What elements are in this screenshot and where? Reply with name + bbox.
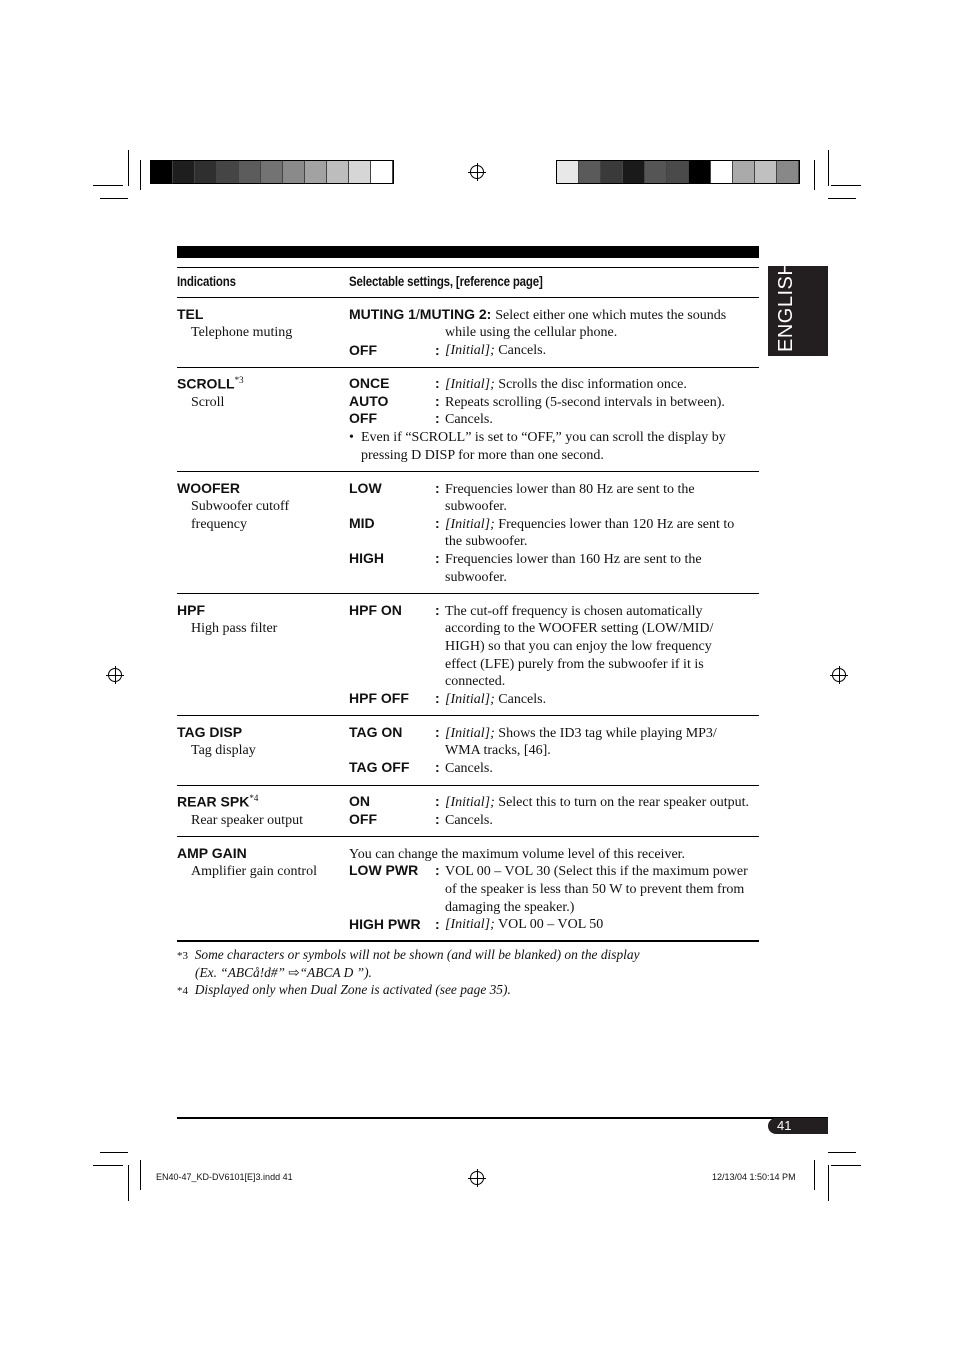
- color-swatch: [173, 161, 195, 183]
- color-swatch: [623, 161, 645, 183]
- colon: :: [435, 550, 440, 566]
- option-sep: /: [415, 306, 420, 322]
- colon: :: [435, 410, 440, 426]
- colon: :: [435, 793, 440, 809]
- option-desc: Cancels.: [445, 412, 493, 427]
- language-tab-label: ENGLISH: [775, 260, 797, 352]
- row-rule: [177, 471, 759, 472]
- indication-hpf: HPF: [177, 602, 205, 618]
- color-swatch: [689, 161, 711, 183]
- option-desc: according to the WOOFER setting (LOW/MID/: [445, 621, 714, 636]
- colon: :: [435, 811, 440, 827]
- indication-tag-disp: TAG DISP: [177, 724, 243, 740]
- option-desc: [445, 376, 687, 394]
- footnote-text: “ABCA D ”).: [299, 965, 372, 980]
- page-number: 41: [777, 1118, 792, 1133]
- color-swatch: [777, 161, 799, 183]
- color-swatch: [327, 161, 349, 183]
- option-hpf-off: HPF OFF: [349, 690, 409, 706]
- color-swatch: [645, 161, 667, 183]
- color-swatch: [733, 161, 755, 183]
- option-tag-on: TAG ON: [349, 724, 403, 740]
- indication-name: REAR SPK: [177, 793, 250, 810]
- option-off: OFF: [349, 811, 377, 827]
- note-text: Even if “SCROLL” is set to “OFF,” you can scroll the display by: [361, 430, 726, 445]
- option-desc: of the speaker is less than 50 W to prevent them from: [445, 882, 745, 897]
- option-desc-text: Scrolls the disc information once.: [498, 377, 687, 392]
- footnote: [195, 964, 372, 982]
- amp-gain-intro: You can change the maximum volume level of this receiver.: [349, 847, 686, 862]
- option-mid: MID: [349, 515, 375, 531]
- option-low-pwr: LOW PWR: [349, 862, 419, 878]
- option-desc: Repeats scrolling (5-second intervals in between).: [445, 395, 725, 410]
- option-desc: Cancels.: [445, 761, 493, 776]
- option-muting: [349, 306, 726, 324]
- option-desc-text: Frequencies lower than 120 Hz are sent to: [498, 517, 735, 532]
- option-off: OFF: [349, 410, 377, 426]
- initial-label: [Initial];: [445, 692, 495, 707]
- option-desc: [445, 342, 546, 360]
- color-swatch: [557, 161, 579, 183]
- top-rule: [177, 246, 759, 258]
- option-auto: AUTO: [349, 393, 389, 409]
- initial-label: [Initial];: [445, 517, 495, 532]
- colon: :: [435, 480, 440, 496]
- color-swatch: [371, 161, 393, 183]
- crop-mark: [100, 198, 128, 199]
- option-low: LOW: [349, 480, 382, 496]
- indication-hpf-desc: High pass filter: [191, 621, 278, 636]
- color-swatch: [711, 161, 733, 183]
- initial-label: [Initial];: [445, 377, 495, 392]
- option-desc: subwoofer.: [445, 570, 507, 585]
- option-desc: VOL 00 – VOL 30 (Select this if the maximum power: [445, 864, 748, 879]
- initial-label: [Initial];: [445, 917, 495, 932]
- crop-mark: [128, 150, 129, 186]
- row-rule: [177, 785, 759, 786]
- option-desc: while using the cellular phone.: [445, 325, 618, 340]
- option-label: MUTING 2:: [419, 306, 492, 322]
- option-desc: Frequencies lower than 80 Hz are sent to the: [445, 482, 695, 497]
- column-header-settings: Selectable settings, [reference page]: [349, 273, 543, 289]
- color-swatch: [667, 161, 689, 183]
- option-tag-off: TAG OFF: [349, 759, 410, 775]
- indication-rear-spk: [177, 793, 258, 810]
- option-desc-text: Cancels.: [498, 692, 547, 707]
- colon: :: [435, 916, 440, 932]
- registration-mark-icon: [470, 1171, 484, 1185]
- color-swatch: [261, 161, 283, 183]
- color-swatch: [579, 161, 601, 183]
- colon: :: [435, 759, 440, 775]
- footnote: [177, 981, 511, 1001]
- crop-mark: [828, 1165, 829, 1201]
- colon: :: [435, 342, 440, 358]
- slug-date: 12/13/04 1:50:14 PM: [712, 1172, 796, 1182]
- option-desc-text: Select this to turn on the rear speaker output.: [498, 795, 750, 810]
- header-rule: [177, 297, 759, 298]
- footnote-text: (Ex. “ABCå!d#”: [195, 965, 286, 980]
- row-rule: [177, 593, 759, 594]
- option-desc: Cancels.: [445, 813, 493, 828]
- crop-mark: [828, 150, 829, 186]
- row-rule: [177, 836, 759, 837]
- option-desc-text: Cancels.: [498, 343, 547, 358]
- note-bullet: •: [349, 430, 354, 445]
- option-desc: [445, 794, 749, 812]
- indication-amp-gain: AMP GAIN: [177, 845, 247, 861]
- indication-tel: TEL: [177, 306, 204, 322]
- language-tab: [768, 260, 828, 356]
- column-header-indications: Indications: [177, 273, 236, 289]
- option-desc: connected.: [445, 674, 506, 689]
- indication-woofer-desc: Subwoofer cutoff: [191, 499, 290, 514]
- colon: :: [435, 690, 440, 706]
- footnote: [177, 946, 640, 966]
- crop-mark: [814, 160, 815, 190]
- registration-mark-icon: [470, 165, 484, 179]
- option-desc: [445, 725, 717, 743]
- option-desc: Select either one which mutes the sounds: [495, 308, 727, 323]
- indication-scroll-desc: Scroll: [191, 395, 225, 410]
- indication-amp-gain-desc: Amplifier gain control: [191, 864, 317, 879]
- crop-mark: [140, 1160, 141, 1190]
- footnote-mark: *3: [177, 950, 188, 962]
- option-once: ONCE: [349, 375, 390, 391]
- colon: :: [435, 515, 440, 531]
- option-high: HIGH: [349, 550, 384, 566]
- colon: :: [435, 375, 440, 391]
- option-desc: WMA tracks, [46].: [445, 743, 551, 758]
- indication-woofer-desc: frequency: [191, 517, 247, 532]
- indication-tag-disp-desc: Tag display: [191, 743, 256, 758]
- option-desc: the subwoofer.: [445, 534, 528, 549]
- crop-mark: [831, 185, 861, 186]
- registration-mark-icon: [108, 668, 122, 682]
- option-desc: [445, 916, 603, 934]
- option-desc: subwoofer.: [445, 499, 507, 514]
- color-swatch: [349, 161, 371, 183]
- footnote-mark: *3: [234, 375, 244, 385]
- option-desc: damaging the speaker.): [445, 900, 575, 915]
- page-number-tab: [768, 1118, 828, 1134]
- indication-rear-spk-desc: Rear speaker output: [191, 813, 303, 828]
- crop-mark: [100, 1152, 128, 1153]
- crop-mark: [828, 1152, 856, 1153]
- crop-mark: [828, 198, 856, 199]
- header-top-rule: [177, 267, 759, 268]
- option-on: ON: [349, 793, 370, 809]
- bottom-rule: [177, 1117, 828, 1119]
- option-desc: The cut-off frequency is chosen automatically: [445, 604, 703, 619]
- colon: :: [435, 393, 440, 409]
- color-swatch: [283, 161, 305, 183]
- indication-tel-desc: Telephone muting: [191, 325, 293, 340]
- option-hpf-on: HPF ON: [349, 602, 402, 618]
- option-desc: [445, 691, 546, 709]
- crop-mark: [814, 1160, 815, 1190]
- option-desc: [445, 516, 734, 534]
- crop-mark: [93, 185, 123, 186]
- color-swatch: [601, 161, 623, 183]
- crop-mark: [93, 1165, 123, 1166]
- indication-scroll: [177, 375, 244, 392]
- color-swatch: [151, 161, 173, 183]
- option-desc: HIGH) so that you can enjoy the low frequency: [445, 639, 712, 654]
- colon: :: [435, 724, 440, 740]
- initial-label: [Initial];: [445, 343, 495, 358]
- color-swatch: [755, 161, 777, 183]
- crop-mark: [140, 160, 141, 190]
- crop-mark: [128, 1165, 129, 1201]
- footnote-text: Some characters or symbols will not be shown (and will be blanked) on the display: [194, 947, 640, 962]
- color-bar-left: [150, 160, 394, 184]
- slug-file: EN40-47_KD-DV6101[E]3.indd 41: [156, 1172, 293, 1182]
- color-swatch: [305, 161, 327, 183]
- color-swatch: [217, 161, 239, 183]
- color-bar-right: [556, 160, 800, 184]
- arrow-icon: ⇨: [288, 965, 300, 980]
- option-off: OFF: [349, 342, 377, 358]
- indication-woofer: WOOFER: [177, 480, 240, 496]
- option-high-pwr: HIGH PWR: [349, 916, 421, 932]
- table-bottom-rule: [177, 940, 759, 942]
- footnote-mark: *4: [177, 985, 188, 997]
- footnote-mark: *4: [249, 793, 259, 803]
- initial-label: [Initial];: [445, 726, 495, 741]
- row-rule: [177, 367, 759, 368]
- initial-label: [Initial];: [445, 795, 495, 810]
- colon: :: [435, 602, 440, 618]
- color-swatch: [195, 161, 217, 183]
- option-desc-text: VOL 00 – VOL 50: [498, 917, 604, 932]
- registration-mark-icon: [832, 668, 846, 682]
- option-desc: Frequencies lower than 160 Hz are sent to the: [445, 552, 702, 567]
- row-rule: [177, 715, 759, 716]
- colon: :: [435, 862, 440, 878]
- color-swatch: [239, 161, 261, 183]
- footnote-text: Displayed only when Dual Zone is activated (see page 35).: [194, 982, 511, 997]
- crop-mark: [831, 1165, 861, 1166]
- note-text: pressing D DISP for more than one second.: [361, 448, 604, 463]
- option-desc: effect (LFE) purely from the subwoofer if it is: [445, 657, 704, 672]
- option-desc-text: Shows the ID3 tag while playing MP3/: [498, 726, 717, 741]
- option-label: MUTING 1: [349, 306, 416, 322]
- indication-name: SCROLL: [177, 375, 235, 392]
